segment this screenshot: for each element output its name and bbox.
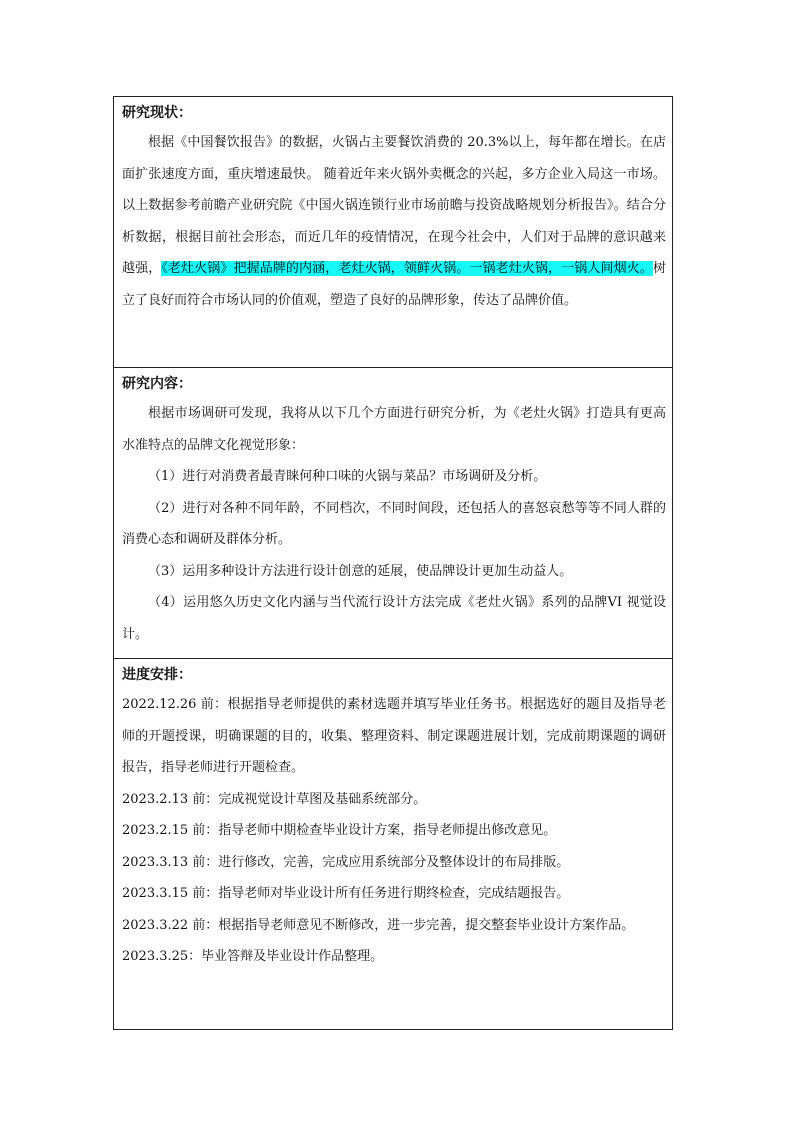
content-item: （3）运用多种设计方法进行设计创意的延展，使品牌设计更加生动益人。 <box>148 563 573 579</box>
status-cell <box>114 97 673 368</box>
proposal-table <box>113 96 673 1030</box>
status-text-tail: 树立了良好而符合市场认同的价值观，塑造了良好的品牌形象，传达了品牌价值。 <box>122 261 666 308</box>
content-item: （4）运用悠久历史文化内涵与当代流行设计方法完成《老灶火锅》系列的品牌VI 视觉设计。 <box>122 595 666 642</box>
highlighted-slogan: 《老灶火锅》把握品牌的内涵，老灶火锅，领鲜火锅。一锅老灶火锅，一锅人间烟火。 <box>161 261 653 276</box>
schedule-cell <box>114 659 673 1030</box>
schedule-item: 2023.3.25：毕业答辩及毕业设计作品整理。 <box>122 949 384 964</box>
schedule-item: 2023.2.15 前：指导老师中期检查毕业设计方案，指导老师提出修改意见。 <box>122 823 557 838</box>
status-text: 根据《中国餐饮报告》的数据，火锅占主要餐饮消费的 20.3%以上，每年都在增长。在店面扩张速度方面，重庆增速最快。 随着近年来火锅外卖概念的兴起，多方企业入局这一市场。以上数据参考前瞻产业研究院《中国火锅连锁行业市场前瞻与投资战略规划分析报告》。结合分析数据，根据目前社会形态，而近几年的疫情情况，在现今社会中，人们对于品牌的意识越来越强， <box>122 135 666 276</box>
content-item: （2）进行对各种不同年龄，不同档次，不同时间段，还包括人的喜怒哀愁等等不同人群的消费心态和调研及群体分析。 <box>122 500 666 547</box>
status-paragraph <box>122 127 666 316</box>
schedule-item: 2023.3.15 前：指导老师对毕业设计所有任务进行期终检查，完成结题报告。 <box>122 886 570 901</box>
schedule-item: 2023.2.13 前：完成视觉设计草图及基础系统部分。 <box>122 791 427 807</box>
content-intro: 根据市场调研可发现，我将从以下几个方面进行研究分析，为《老灶火锅》打造具有更高水准特点的品牌文化视觉形象： <box>122 406 666 453</box>
status-heading: 研究现状： <box>122 105 192 121</box>
schedule-row <box>114 659 673 1030</box>
content-cell <box>114 368 673 659</box>
status-row <box>114 97 673 368</box>
schedule-item: 2022.12.26 前：根据指导老师提供的素材选题并填写毕业任务书。根据选好的题目及指导老师的开题授课，明确课题的目的，收集、整理资料、制定课题进展计划，完成前期课题的调研报告，指导老师进行开题检查。 <box>122 697 666 775</box>
content-heading: 研究内容： <box>122 376 192 392</box>
schedule-heading: 进度安排： <box>122 667 192 683</box>
content-row <box>114 368 673 659</box>
schedule-item: 2023.3.22 前：根据指导老师意见不断修改，进一步完善，提交整套毕业设计方案作品。 <box>122 917 635 933</box>
content-item: （1）进行对消费者最青睐何种口味的火锅与菜品？市场调研及分析。 <box>148 469 547 484</box>
schedule-item: 2023.3.13 前：进行修改，完善，完成应用系统部分及整体设计的布局排版。 <box>122 854 570 870</box>
